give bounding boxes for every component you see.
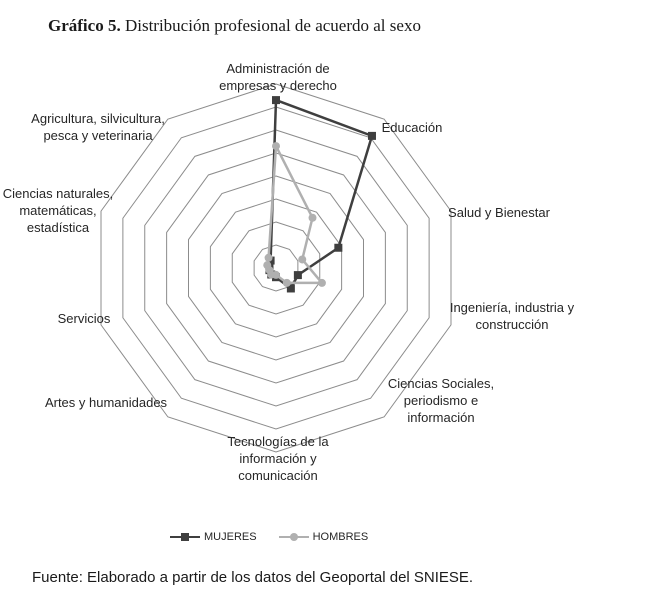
- grid-ring-3: [210, 199, 341, 337]
- axis-label-9-line-1: pesca y veterinaria: [43, 128, 153, 143]
- axis-label-4-line-1: periodismo e: [403, 393, 479, 408]
- axis-label-9-line-0: Agricultura, silvicultura,: [31, 111, 165, 126]
- axis-label-8-line-1: matemáticas,: [19, 203, 97, 218]
- chart-source: Fuente: Elaborado a partir de los datos del Geoportal del SNIESE.: [32, 569, 474, 586]
- axis-label-3-line-1: construcción: [475, 317, 549, 332]
- axis-label-4-line-0: Ciencias Sociales,: [387, 376, 495, 391]
- axis-label-5-line-1: información y: [239, 451, 317, 466]
- figure-number: Gráfico 5.: [48, 16, 121, 35]
- figure-title: Distribución profesional de acuerdo al sexo: [124, 16, 421, 35]
- legend-item-hombres: [279, 531, 369, 543]
- point-hombres-2: [298, 255, 306, 263]
- point-hombres-3: [318, 279, 326, 287]
- legend-item-mujeres: [170, 531, 257, 543]
- series-line-mujeres: [269, 100, 372, 288]
- point-hombres-0: [272, 142, 280, 150]
- grid-ring-6: [145, 130, 407, 406]
- axis-label-2-line-0: Salud y Bienestar: [448, 205, 550, 220]
- radar-axis-labels: [3, 61, 575, 483]
- point-hombres-9: [265, 254, 273, 262]
- chart-legend: [170, 531, 390, 543]
- axis-label-5-line-2: comunicación: [238, 468, 318, 483]
- axis-label-8-line-0: Ciencias naturales,: [2, 186, 114, 201]
- legend-label-mujeres: MUJERES: [204, 531, 257, 543]
- legend-marker-hombres: [279, 532, 309, 542]
- axis-label-8-line-2: estadística: [26, 220, 90, 235]
- point-mujeres-2: [334, 244, 342, 252]
- point-mujeres-3: [294, 271, 302, 279]
- legend-marker-mujeres: [170, 532, 200, 542]
- axis-label-3-line-0: Ingeniería, industria y: [449, 300, 575, 315]
- legend-label-hombres: HOMBRES: [312, 531, 369, 543]
- axis-label-0-line-1: empresas y derecho: [219, 78, 337, 93]
- axis-label-5-line-0: Tecnologías de la: [227, 434, 329, 449]
- axis-label-0-line-0: Administración de: [226, 61, 330, 76]
- point-hombres-4: [283, 279, 291, 287]
- grid-ring-5: [167, 153, 386, 383]
- axis-label-1-line-0: Educación: [381, 120, 443, 135]
- point-hombres-8: [263, 261, 271, 269]
- point-mujeres-0: [272, 96, 280, 104]
- point-mujeres-1: [368, 132, 376, 140]
- axis-label-4-line-2: información: [407, 410, 475, 425]
- axis-label-6-line-0: Artes y humanidades: [44, 395, 168, 410]
- point-hombres-1: [309, 214, 317, 222]
- axis-label-7-line-0: Servicios: [57, 311, 111, 326]
- grid-ring-4: [189, 176, 364, 360]
